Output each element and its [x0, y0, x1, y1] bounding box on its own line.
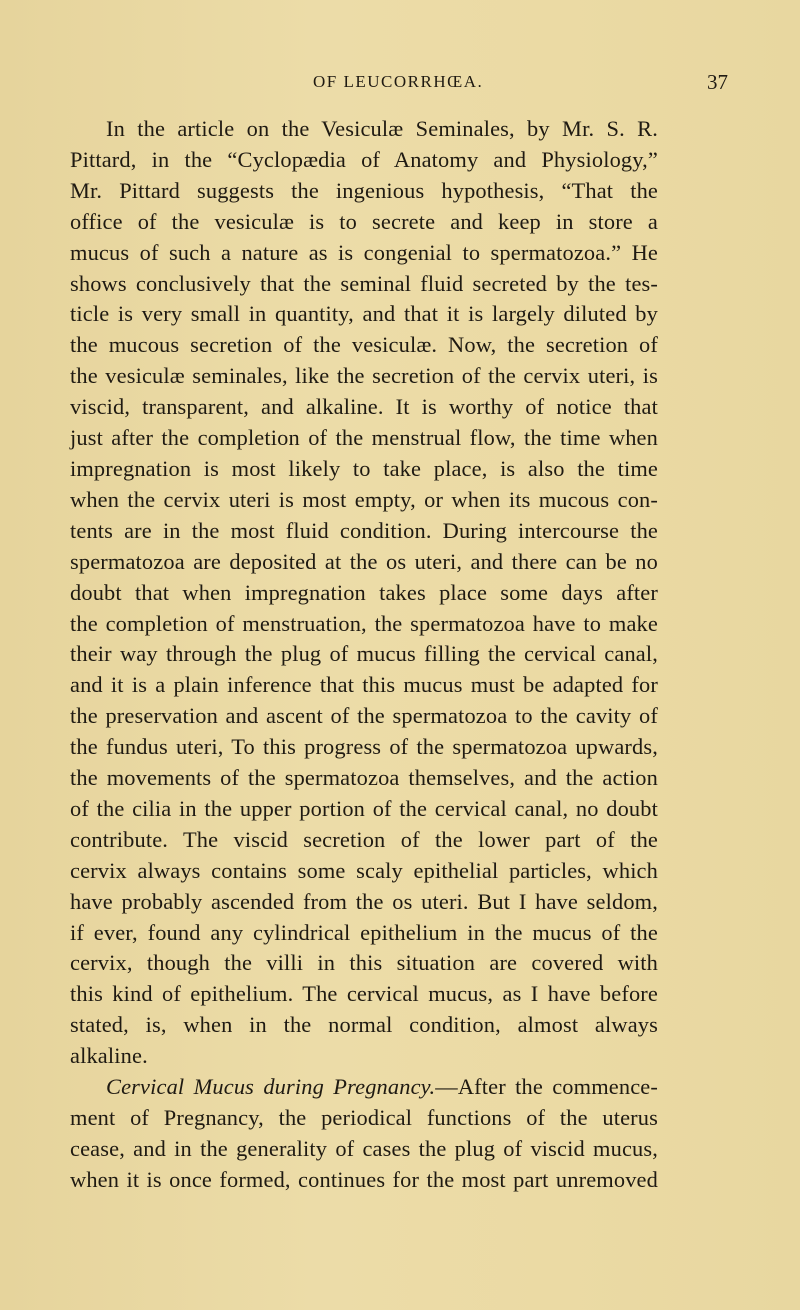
text-line: stated, is, when in the normal condition, almost always: [70, 1012, 658, 1038]
page-number: 37: [707, 70, 728, 94]
text-line: and it is a plain inference that this mucus must be adapted for: [70, 672, 658, 698]
text-line: ment of Pregnancy, the periodical functions of the uterus: [70, 1105, 658, 1130]
text-line: the completion of menstruation, the spermatozoa have to make: [70, 610, 658, 636]
text-line: cervix always contains some scaly epithelial particles, which: [70, 857, 658, 883]
text-line: their way through the plug of mucus filling the cervical canal,: [70, 641, 658, 667]
text-line: contribute. The viscid secretion of the lower part of the: [70, 826, 658, 852]
text-line: mucus of such a nature as is congenial to spermatozoa.” He: [70, 239, 658, 265]
text-line: ticle is very small in quantity, and that it is largely diluted by: [70, 301, 658, 327]
text-line: the vesiculæ seminales, like the secretion of the cervix uteri, is: [70, 363, 658, 389]
section-heading-line: [70, 1072, 658, 1103]
text-line: the fundus uteri, To this progress of the spermatozoa upwards,: [70, 734, 658, 760]
body-text: [70, 114, 658, 1196]
text-line: cease, and in the generality of cases the plug of viscid mucus,: [70, 1135, 658, 1161]
running-title: OF LEUCORRHŒA.: [313, 72, 484, 91]
text-line: spermatozoa are deposited at the os uteri, and there can be no: [70, 548, 658, 574]
text-line: shows conclusively that the seminal fluid secreted by the tes-: [70, 270, 658, 296]
text-line: the movements of the spermatozoa themselves, and the action: [70, 765, 658, 791]
text-line: the preservation and ascent of the spermatozoa to the cavity of: [70, 703, 658, 729]
text-line: Pittard, in the “Cyclopædia of Anatomy and Physiology,”: [70, 146, 658, 172]
text-line: when it is once formed, continues for the most part unremoved: [70, 1166, 658, 1192]
section-heading: Cervical Mucus during Pregnancy.: [106, 1074, 436, 1100]
text-line: office of the vesiculæ is to secrete and keep in store a: [70, 208, 658, 234]
text-line: of the cilia in the upper portion of the cervical canal, no doubt: [70, 795, 658, 821]
text-line: In the article on the Vesiculæ Seminales, by Mr. S. R.: [106, 116, 658, 141]
section-heading-continuation: —After the commence-: [435, 1074, 658, 1100]
running-header: [70, 70, 728, 98]
text-line: the mucous secretion of the vesiculæ. Now, the secretion of: [70, 332, 658, 358]
paragraph-vesiculae: [70, 114, 658, 1072]
text-line: if ever, found any cylindrical epithelium in the mucus of the: [70, 919, 658, 945]
text-line: cervix, though the villi in this situation are covered with: [70, 950, 658, 976]
text-line: doubt that when impregnation takes place some days after: [70, 579, 658, 605]
text-line: have probably ascended from the os uteri. But I have seldom,: [70, 888, 658, 914]
text-line: alkaline.: [70, 1043, 148, 1069]
text-line: tents are in the most fluid condition. During intercourse the: [70, 517, 658, 543]
text-line: when the cervix uteri is most empty, or when its mucous con-: [70, 486, 658, 512]
paragraph-cervical-mucus-pregnancy: [70, 1072, 658, 1196]
text-line: Mr. Pittard suggests the ingenious hypothesis, “That the: [70, 177, 658, 203]
text-line: viscid, transparent, and alkaline. It is worthy of notice that: [70, 394, 658, 420]
text-line: impregnation is most likely to take place, is also the time: [70, 455, 658, 481]
text-line: just after the completion of the menstrual flow, the time when: [70, 425, 658, 451]
text-line: this kind of epithelium. The cervical mucus, as I have before: [70, 981, 658, 1007]
